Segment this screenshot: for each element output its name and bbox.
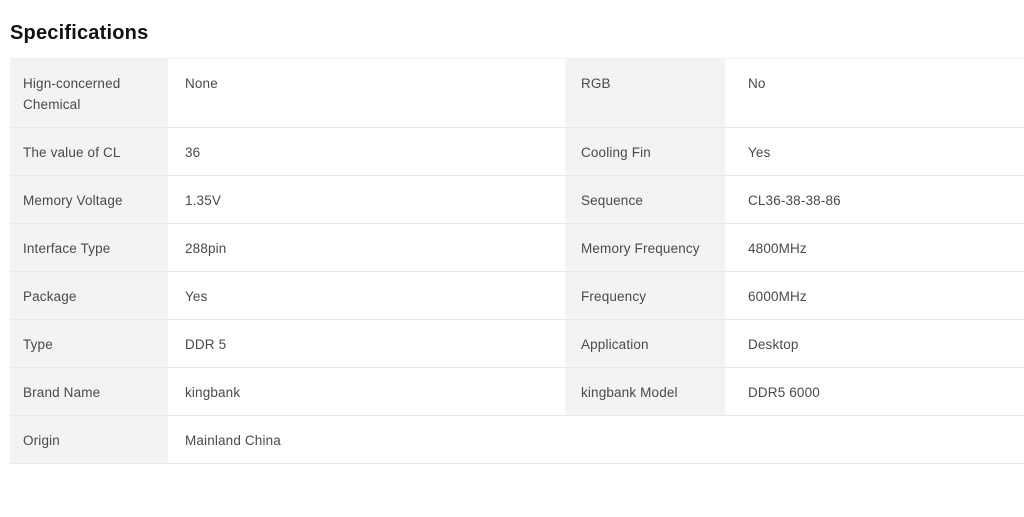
spec-row xyxy=(10,176,1024,224)
spec-value: CL36-38-38-86 xyxy=(748,193,841,208)
specifications-table xyxy=(10,58,1024,464)
spec-value: 36 xyxy=(185,145,201,160)
spec-value: Yes xyxy=(748,145,771,160)
spec-value: DDR5 6000 xyxy=(748,385,820,400)
spec-value: Yes xyxy=(185,289,208,304)
spec-row xyxy=(10,416,1024,464)
spec-label: RGB xyxy=(565,59,725,127)
spec-label: Sequence xyxy=(565,176,725,223)
spec-value: No xyxy=(748,76,766,91)
spec-label: Frequency xyxy=(565,272,725,319)
specifications-section xyxy=(0,21,1024,464)
spec-value: 6000MHz xyxy=(748,289,807,304)
spec-row xyxy=(10,128,1024,176)
spec-value: Mainland China xyxy=(185,433,281,448)
page-title: Specifications xyxy=(10,22,149,44)
spec-label: Type xyxy=(10,320,168,367)
spec-label: Cooling Fin xyxy=(565,128,725,175)
spec-row xyxy=(10,224,1024,272)
spec-label: Application xyxy=(565,320,725,367)
spec-row xyxy=(10,320,1024,368)
spec-label: Brand Name xyxy=(10,368,168,415)
spec-label: Memory Voltage xyxy=(10,176,168,223)
spec-row xyxy=(10,368,1024,416)
spec-row xyxy=(10,59,1024,128)
spec-label: Package xyxy=(10,272,168,319)
spec-value: 4800MHz xyxy=(748,241,807,256)
spec-label: Hign-concerned Chemical xyxy=(10,59,168,127)
spec-value: 288pin xyxy=(185,241,227,256)
spec-label: Origin xyxy=(10,416,168,463)
spec-label: The value of CL xyxy=(10,128,168,175)
spec-label: kingbank Model xyxy=(565,368,725,415)
spec-value: Desktop xyxy=(748,337,799,352)
spec-value: 1.35V xyxy=(185,193,222,208)
spec-label: Interface Type xyxy=(10,224,168,271)
spec-value: kingbank xyxy=(185,385,241,400)
spec-value: DDR 5 xyxy=(185,337,227,352)
spec-row xyxy=(10,272,1024,320)
spec-value: None xyxy=(185,76,218,91)
spec-label: Memory Frequency xyxy=(565,224,725,271)
